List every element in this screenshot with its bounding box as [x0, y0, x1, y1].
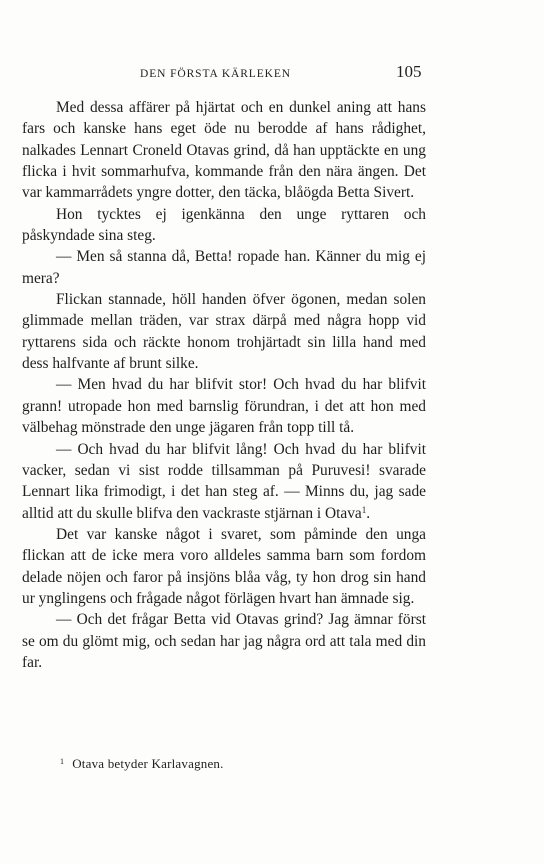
paragraph-6 — [22, 439, 426, 524]
paragraph-3: — Men så stanna då, Betta! ropade han. Känner du mig ej mera? — [22, 248, 426, 287]
paragraph-6-end: . — [366, 504, 371, 522]
page-number: 105 — [396, 62, 422, 81]
running-head: DEN FÖRSTA KÄRLEKEN — [140, 68, 291, 80]
page-header — [0, 64, 544, 84]
paragraph-6-text: — Och hvad du har blifvit lång! Och hvad du har blifvit vacker, sedan vi sist rodde tillsamman på Puruvesi! svarade Lennart lika frimodigt, i det han steg af. — Minns du, jag sade alltid att du skulle blifva den vackraste stjärnan i Otava — [22, 440, 426, 522]
paragraph-4: Flickan stannade, höll handen öfver ögonen, medan solen glimmade mellan träden, var strax därpå med några hopp vid ryttarens sida och räckte honom trohjärtadt sin lilla hand med dess halfvante af brunt silke. — [22, 291, 426, 373]
footnote-reference: 1 — [361, 504, 367, 515]
footnote-marker: 1 — [60, 757, 65, 766]
paragraph-5: — Men hvad du har blifvit stor! Och hvad du har blifvit grann! utropade hon med barnslig förundran, i det att hon med välbehag mönstrade den unge jägaren från topp till tå. — [22, 376, 426, 437]
paragraph-1: Med dessa affärer på hjärtat och en dunkel aning att hans fars och kanske hans eget öde nu berodde af hans rådighet, nalkades Lennart Croneld Otavas grind, då han upptäckte en ung flicka i hvit sommarhufva, kommande från den nära ängen. Det var kammarrådets yngre dotter, den täcka, blåögda Betta Sivert. — [22, 99, 426, 202]
paragraph-7: Det var kanske något i svaret, som påminde den unga flickan att de icke mera voro alldeles samma barn som fordom delade nöjen och faror på insjöns blåa våg, ty hon drog sin hand ur ynglingens och frågade något förlägen hvart han ämnade sig. — [22, 525, 426, 607]
paragraph-8: — Och det frågar Betta vid Otavas grind? Jag ämnar först se om du glömt mig, och sedan har jag några ord att tala med din far. — [22, 611, 426, 671]
footnote-text: Otava betyder Karlavagnen. — [72, 756, 224, 771]
body-text — [22, 97, 426, 673]
paragraph-2: Hon tycktes ej igenkänna den unge ryttaren och påskyndade sina steg. — [22, 205, 426, 245]
footnote — [60, 756, 440, 772]
